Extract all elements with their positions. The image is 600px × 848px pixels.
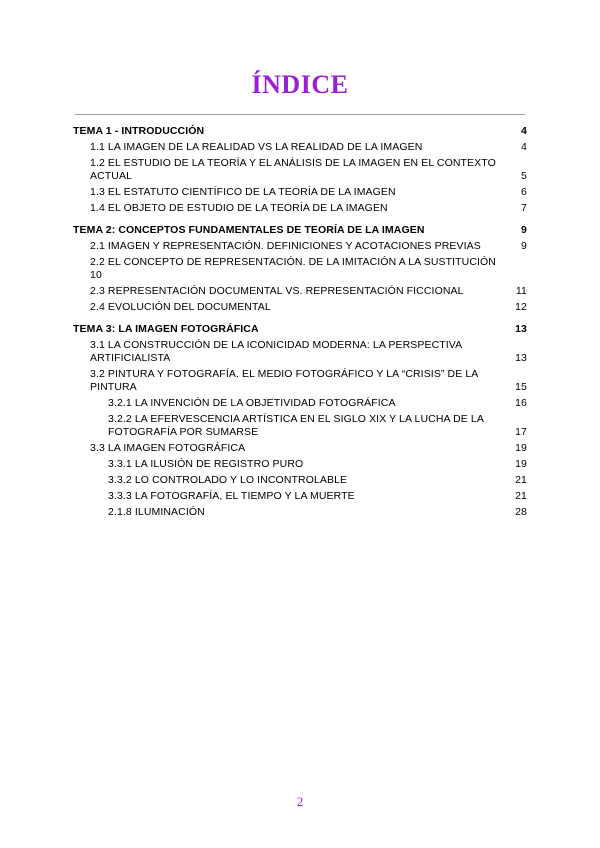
toc-entry-page: 19: [515, 442, 527, 454]
toc-entry-title: 3.3.2 LO CONTROLADO Y LO INCONTROLABLE: [108, 474, 348, 486]
toc-entry-page: 17: [515, 426, 527, 438]
toc-entry-page: 13: [515, 352, 527, 364]
toc-entry[interactable]: [90, 368, 528, 394]
toc-entry[interactable]: [90, 186, 528, 199]
toc-entry[interactable]: [90, 256, 528, 282]
toc-entry-title: 2.3 REPRESENTACIÓN DOCUMENTAL VS. REPRESENTACIÓN FICCIONAL: [90, 285, 464, 297]
toc-entry-title: TEMA 1 - INTRODUCCIÓN: [73, 125, 205, 137]
toc-entry-title: 2.1.8 ILUMINACIÓN: [108, 506, 205, 518]
toc-entry-page: 4: [521, 141, 527, 153]
toc-entry-page: 12: [515, 301, 527, 313]
toc-entry-title: 2.4 EVOLUCIÓN DEL DOCUMENTAL: [90, 301, 271, 313]
toc-entry-page: 16: [515, 397, 527, 409]
table-of-contents: [73, 125, 528, 519]
toc-entry[interactable]: [90, 141, 528, 154]
toc-entry[interactable]: [90, 442, 528, 455]
toc-entry-title: 3.1 LA CONSTRUCCIÓN DE LA ICONICIDAD MODERNA: LA PERSPECTIVA ARTIFICIALISTA: [90, 339, 462, 364]
toc-entry-title: 3.2.2 LA EFERVESCENCIA ARTÍSTICA EN EL SIGLO XIX Y LA LUCHA DE LA FOTOGRAFÍA POR SUMARSE: [108, 413, 484, 438]
toc-entry-title: 3.3.1 LA ILUSIÓN DE REGISTRO PURO: [108, 458, 304, 470]
toc-entry-page: 21: [515, 474, 527, 486]
toc-entry[interactable]: [90, 301, 528, 314]
toc-chapter[interactable]: [73, 224, 528, 237]
toc-entry[interactable]: [90, 202, 528, 215]
toc-entry-title: 3.3 LA IMAGEN FOTOGRÁFICA: [90, 442, 246, 454]
toc-entry[interactable]: [108, 506, 528, 519]
toc-entry-page: 19: [515, 458, 527, 470]
toc-entry-title: 1.3 EL ESTATUTO CIENTÍFICO DE LA TEORÍA DE LA IMAGEN: [90, 186, 396, 198]
toc-entry-title: 1.4 EL OBJETO DE ESTUDIO DE LA TEORÍA DE LA IMAGEN: [90, 202, 388, 214]
page-number: 2: [296, 794, 304, 809]
toc-entry-title: 1.2 EL ESTUDIO DE LA TEORÍA Y EL ANÁLISIS DE LA IMAGEN EN EL CONTEXTO ACTUAL: [90, 157, 496, 182]
toc-entry-page: 13: [515, 323, 527, 335]
toc-entry-title: TEMA 3: LA IMAGEN FOTOGRÁFICA: [73, 323, 259, 335]
toc-entry-page: 4: [521, 125, 527, 137]
title-divider: [75, 114, 525, 115]
toc-entry-title: 3.2 PINTURA Y FOTOGRAFÍA. EL MEDIO FOTOGRÁFICO Y LA “CRISIS” DE LA PINTURA: [90, 368, 478, 393]
toc-entry-title: 2.1 IMAGEN Y REPRESENTACIÓN. DEFINICIONES Y ACOTACIONES PREVIAS: [90, 240, 481, 252]
toc-entry-page: 9: [521, 240, 527, 252]
toc-entry-page: 21: [515, 490, 527, 502]
toc-entry[interactable]: [108, 474, 528, 487]
toc-entry-page: 15: [515, 381, 527, 393]
toc-entry[interactable]: [108, 458, 528, 471]
toc-entry-title: 3.2.1 LA INVENCIÓN DE LA OBJETIVIDAD FOTOGRÁFICA: [108, 397, 396, 409]
toc-entry[interactable]: [108, 490, 528, 503]
toc-chapter[interactable]: [73, 323, 528, 336]
toc-entry[interactable]: [108, 413, 528, 439]
toc-entry[interactable]: [90, 285, 528, 298]
toc-entry-page: 7: [521, 202, 527, 214]
toc-entry-page: 28: [515, 506, 527, 518]
toc-entry-title: 2.2 EL CONCEPTO DE REPRESENTACIÓN. DE LA IMITACIÓN A LA SUSTITUCIÓN 10: [90, 256, 496, 281]
toc-entry[interactable]: [90, 157, 528, 183]
toc-entry[interactable]: [90, 339, 528, 365]
toc-entry-page: 6: [521, 186, 527, 198]
toc-entry-title: 3.3.3 LA FOTOGRAFÍA, EL TIEMPO Y LA MUERTE: [108, 490, 355, 502]
toc-entry-page: 5: [521, 170, 527, 182]
toc-entry[interactable]: [108, 397, 528, 410]
toc-entry-page: 9: [521, 224, 527, 236]
toc-entry[interactable]: [90, 240, 528, 253]
toc-entry-page: 11: [515, 285, 527, 297]
page-title: ÍNDICE: [251, 70, 349, 99]
toc-entry-title: TEMA 2: CONCEPTOS FUNDAMENTALES DE TEORÍA DE LA IMAGEN: [73, 224, 425, 236]
toc-chapter[interactable]: [73, 125, 528, 138]
toc-entry-title: 1.1 LA IMAGEN DE LA REALIDAD VS LA REALIDAD DE LA IMAGEN: [90, 141, 423, 153]
